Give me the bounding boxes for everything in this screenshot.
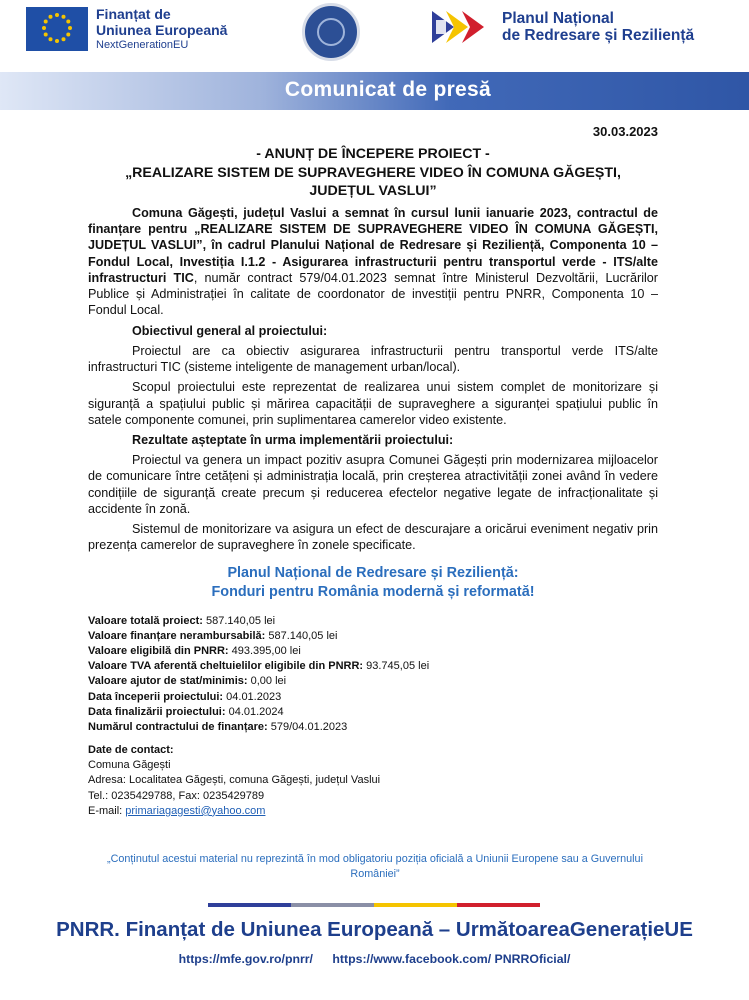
fact-label: Data finalizării proiectului: — [88, 705, 226, 718]
pnrr-logo-line1: Planul Național — [502, 9, 614, 27]
fact-label: Valoare totală proiect: — [88, 614, 203, 627]
eu-logo-line3: NextGenerationEU — [96, 39, 189, 52]
eu-flag-icon — [26, 7, 88, 51]
contact-block — [88, 743, 658, 819]
project-facts-list — [88, 614, 658, 735]
fact-row — [88, 629, 658, 644]
fact-row — [88, 690, 658, 705]
disclaimer-text: „Conținutul acestui material nu reprezintă în mod obligatoriu poziția oficială a Uniunii Europene sau a Guvernului României” — [107, 853, 643, 880]
fact-row — [88, 720, 658, 735]
pnrr-logo-line2: de Redresare și Reziliență — [502, 27, 695, 44]
intro-bold-text: Comuna Găgești, județul Vaslui a semnat în cursul lunii ianuarie 2023, contractul de finanțare pentru „REALIZARE SISTEM DE SUPRAVEGHERE VIDEO ÎN COMUNA GĂGEȘTI, JUDEȚUL VASLUI”, în cadrul Planului Național de Redresare și Reziliență, Componenta 10 – Fondul Local, Investiția I.1.2 - Asigurarea infrastructurii pentru transportul verde - ITS/alte infrastructuri TIC — [88, 205, 658, 285]
fact-value: 04.01.2023 — [223, 690, 282, 703]
fact-row — [88, 659, 658, 674]
divider-segment — [457, 903, 540, 907]
eu-funding-logo — [26, 6, 227, 52]
results-paragraph-1: Proiectul va genera un impact pozitiv asupra Comunei Găgești prin modernizarea mijloacelor de comunicare între cetățeni și administrația locală, prin creșterea atractivității zonei având în vedere condițiile de siguranță create precum și reducerea efectelor negative legate de infracționalitate și accidente în zonă. — [88, 453, 658, 516]
divider-segment — [208, 903, 291, 907]
contact-email-link[interactable]: primariagagesti@yahoo.com — [125, 804, 266, 817]
document-body — [88, 124, 658, 819]
pnrr-logo-text — [502, 10, 694, 44]
press-release-title: Comunicat de presă — [284, 78, 491, 101]
fact-value: 93.745,05 lei — [363, 660, 430, 673]
tricolor-divider — [208, 903, 540, 907]
seal-inner-ring — [317, 18, 345, 46]
title-line-2: „REALIZARE SISTEM DE SUPRAVEGHERE VIDEO ÎN COMUNA GĂGEȘTI, — [125, 164, 621, 181]
title-line-3: JUDEȚUL VASLUI” — [309, 183, 437, 200]
fact-row — [88, 614, 658, 629]
fact-value: 587.140,05 lei — [265, 629, 338, 642]
results-heading: Rezultate așteptate în urma implementării proiectului: — [132, 433, 454, 448]
fact-value: 04.01.2024 — [225, 705, 284, 718]
intro-rest-text: , număr contract 579/04.01.2023 semnat între Ministerul Dezvoltării, Lucrărilor Publice și Administrației în calitate de coordonator de investiții pentru PNRR, Componenta 10 – Fondul Local. — [88, 270, 658, 318]
fact-row — [88, 674, 658, 689]
pnrr-arrow-icon — [432, 9, 496, 45]
fact-label: Data începerii proiectului: — [88, 690, 224, 703]
eu-logo-line1: Finanțat de — [96, 6, 171, 22]
fact-value: 579/04.01.2023 — [267, 720, 348, 733]
fact-label: Valoare eligibilă din PNRR: — [88, 645, 229, 658]
fact-value: 587.140,05 lei — [202, 614, 276, 627]
eu-logo-line2: Uniunea Europeană — [96, 22, 228, 39]
objective-paragraph-2: Scopul proiectului este reprezentat de realizarea unui sistem complet de monitorizare și siguranță a spațiului public și mărirea capacității de supraveghere a siguranței spațiului public în satele componente comunei, prin suplimentarea camerelor video existente. — [88, 380, 658, 427]
fact-label: Numărul contractului de finanțare: — [88, 720, 268, 733]
document-date: 30.03.2023 — [592, 124, 658, 139]
fact-value: 0,00 lei — [247, 675, 287, 688]
press-release-banner — [0, 72, 749, 110]
footer-link-facebook[interactable]: https://www.facebook.com/ PNRROficial/ — [332, 952, 571, 966]
eu-logo-text — [96, 6, 227, 52]
contact-phone: Tel.: 0235429788, Fax: 0235429789 — [88, 789, 265, 802]
fact-label: Valoare ajutor de stat/minimis: — [88, 675, 248, 688]
divider-segment — [291, 903, 374, 907]
fact-row — [88, 705, 658, 720]
contact-email-row — [88, 804, 658, 819]
contact-heading: Date de contact: — [88, 744, 174, 757]
fact-row — [88, 644, 658, 659]
contact-name: Comuna Găgești — [88, 759, 171, 772]
fact-label: Valoare TVA aferentă cheltuielilor eligibile din PNRR: — [88, 660, 364, 673]
intro-paragraph — [88, 205, 658, 319]
footer-funding-statement: PNRR. Finanțat de Uniunea Europeană – UrmătoareaGenerațieUE — [56, 918, 693, 941]
contact-email-label: E-mail: — [88, 804, 126, 817]
document-title — [88, 145, 658, 201]
title-line-1: - ANUNȚ DE ÎNCEPERE PROIECT - — [256, 145, 490, 162]
objective-heading: Obiectivul general al proiectului: — [132, 323, 328, 338]
header-logos — [0, 0, 749, 70]
contact-address: Adresa: Localitatea Găgești, comuna Găgești, județul Vaslui — [88, 774, 381, 787]
fact-label: Valoare finanțare nerambursabilă: — [88, 629, 266, 642]
footer-link-mfe[interactable]: https://mfe.gov.ro/pnrr/ — [178, 952, 313, 966]
romanian-government-seal-icon — [302, 3, 360, 61]
objective-paragraph-1: Proiectul are ca obiectiv asigurarea infrastructurii pentru transportul verde ITS/alte infrastructuri TIC (sisteme inteligente de management urban/local). — [88, 343, 658, 375]
footer-links — [0, 952, 749, 966]
fact-value: 493.395,00 lei — [228, 645, 301, 658]
divider-segment — [374, 903, 457, 907]
slogan-line-2: Fonduri pentru România modernă și reformată! — [211, 583, 535, 600]
pnrr-slogan — [88, 564, 658, 602]
slogan-line-1: Planul Național de Redresare și Reziliență: — [227, 564, 519, 581]
results-paragraph-2: Sistemul de monitorizare va asigura un efect de descurajare a oricărui eveniment negativ prin prezența camerelor de supraveghere în zonele specificate. — [88, 522, 658, 553]
pnrr-logo — [432, 9, 694, 45]
